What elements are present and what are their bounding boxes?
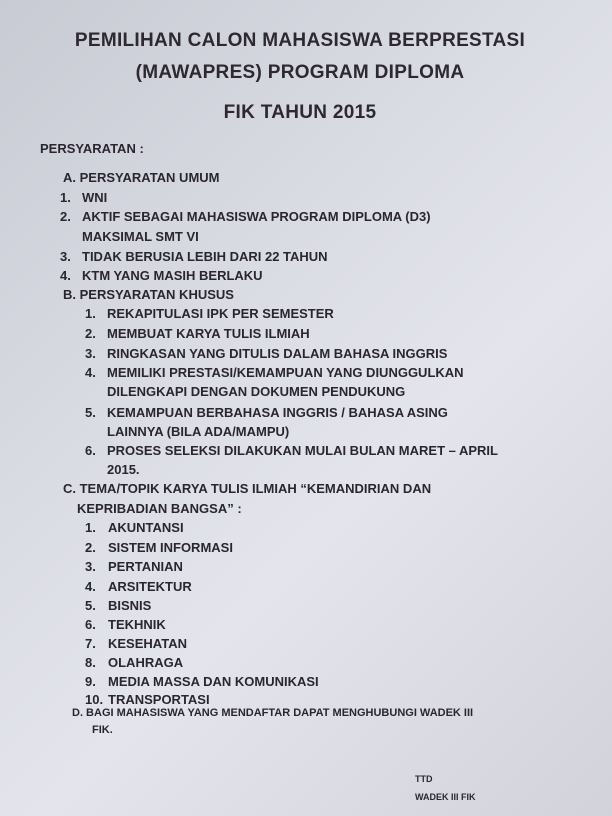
list-item-continuation: LAINNYA (BILA ADA/MAMPU)	[107, 424, 290, 439]
list-item: WNI	[82, 190, 108, 205]
list-item: KEMAMPUAN BERBAHASA INGGRIS / BAHASA ASING	[107, 405, 448, 420]
list-item: REKAPITULASI IPK PER SEMESTER	[107, 306, 334, 321]
section-b-heading: B. PERSYARATAN KHUSUS	[63, 287, 234, 302]
list-item-number: 5.	[85, 598, 96, 613]
list-item-number: 1.	[85, 306, 96, 321]
list-item-number: 2.	[85, 326, 96, 341]
list-item: MEMBUAT KARYA TULIS ILMIAH	[107, 326, 310, 341]
list-item: TRANSPORTASI	[108, 692, 210, 707]
section-c-heading: C. TEMA/TOPIK KARYA TULIS ILMIAH “KEMANDIRIAN DAN	[63, 481, 432, 496]
list-item-number: 5.	[85, 405, 96, 420]
list-item: BISNIS	[108, 598, 152, 613]
list-item-number: 3.	[85, 346, 96, 361]
list-item-number: 6.	[85, 617, 96, 632]
list-item: AKTIF SEBAGAI MAHASISWA PROGRAM DIPLOMA (D3)	[82, 209, 431, 224]
list-item: AKUNTANSI	[108, 520, 184, 535]
title-line-1: PEMILIHAN CALON MAHASISWA BERPRESTASI	[74, 30, 526, 51]
list-item-number: 2.	[60, 209, 71, 224]
list-item: MEMILIKI PRESTASI/KEMAMPUAN YANG DIUNGGULKAN	[107, 365, 464, 380]
list-item: MEDIA MASSA DAN KOMUNIKASI	[108, 674, 319, 689]
list-item-continuation: 2015.	[107, 462, 140, 477]
list-item: PERTANIAN	[108, 559, 183, 574]
list-item: KESEHATAN	[108, 636, 187, 651]
list-item-continuation: MAKSIMAL SMT VI	[82, 229, 199, 244]
section-a-heading: A. PERSYARATAN UMUM	[63, 170, 220, 185]
section-d-text: D. BAGI MAHASISWA YANG MENDAFTAR DAPAT MENGHUBUNGI WADEK III	[72, 707, 474, 719]
list-item: PROSES SELEKSI DILAKUKAN MULAI BULAN MARET – APRIL	[107, 443, 498, 458]
list-item: KTM YANG MASIH BERLAKU	[82, 268, 263, 283]
list-item: SISTEM INFORMASI	[108, 540, 233, 555]
list-item-number: 4.	[60, 268, 71, 283]
list-item-number: 3.	[85, 559, 96, 574]
list-item-number: 2.	[85, 540, 96, 555]
list-item-number: 4.	[85, 579, 96, 594]
list-item-number: 8.	[85, 655, 96, 670]
section-c-heading-continuation: KEPRIBADIAN BANGSA” :	[77, 501, 242, 516]
list-item: RINGKASAN YANG DITULIS DALAM BAHASA INGGRIS	[107, 346, 448, 361]
list-item-number: 7.	[85, 636, 96, 651]
list-item-continuation: DILENGKAPI DENGAN DOKUMEN PENDUKUNG	[107, 384, 406, 399]
signature-title: WADEK III FIK	[415, 792, 476, 802]
persyaratan-heading: PERSYARATAN :	[40, 141, 144, 156]
list-item-number: 9.	[85, 674, 96, 689]
list-item: OLAHRAGA	[108, 655, 184, 670]
list-item: TIDAK BERUSIA LEBIH DARI 22 TAHUN	[82, 249, 328, 264]
list-item-number: 10.	[85, 692, 104, 707]
list-item-number: 6.	[85, 443, 96, 458]
title-line-3: FIK TAHUN 2015	[223, 102, 377, 123]
list-item-number: 1.	[60, 190, 71, 205]
list-item: ARSITEKTUR	[108, 579, 192, 594]
list-item-number: 1.	[85, 520, 96, 535]
title-line-2: (MAWAPRES) PROGRAM DIPLOMA	[135, 62, 465, 83]
signature-ttd: TTD	[415, 774, 433, 784]
section-d-text-continuation: FIK.	[92, 724, 113, 736]
list-item-number: 3.	[60, 249, 71, 264]
list-item-number: 4.	[85, 365, 96, 380]
list-item: TEKHNIK	[108, 617, 166, 632]
